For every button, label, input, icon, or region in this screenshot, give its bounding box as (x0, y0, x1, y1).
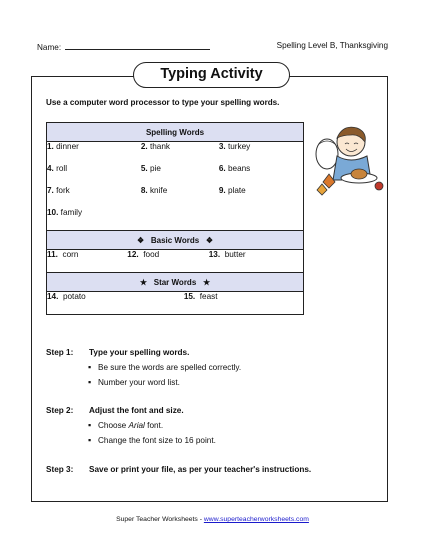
step-3 (46, 465, 311, 474)
basic-words-grid (47, 250, 303, 272)
bullet-item: ▪ Number your word list. (98, 378, 180, 387)
name-field (37, 41, 210, 52)
spelling-words-heading: Spelling Words (47, 123, 304, 142)
step-label: Step 3: (46, 465, 74, 474)
word-item: 14. potato (47, 292, 86, 301)
step-1 (46, 348, 189, 357)
basic-words-heading: Basic Words (150, 235, 200, 245)
step-label: Step 2: (46, 406, 74, 415)
star-words-grid (47, 292, 303, 314)
word-item: 12. food (127, 250, 160, 259)
star-icon: ★ (202, 277, 211, 287)
step-text: Adjust the font and size. (89, 406, 184, 415)
word-item: 13. butter (208, 250, 246, 259)
step-2 (46, 406, 184, 415)
star-icon: ★ (139, 277, 148, 287)
star-words-header (47, 273, 304, 292)
word-item: 11. corn (47, 250, 79, 259)
basic-words-row (47, 250, 304, 273)
star-words-heading: Star Words (153, 277, 197, 287)
word-item: 2. thank (140, 142, 170, 151)
thanksgiving-boy-illustration (313, 120, 385, 202)
word-item: 15. feast (183, 292, 218, 301)
step-text: Type your spelling words. (89, 348, 190, 357)
word-item: 8. knife (140, 186, 168, 195)
page-title: Typing Activity (133, 62, 290, 88)
word-item: 9. plate (218, 186, 246, 195)
bullet-item: ▪ Be sure the words are spelled correctly. (98, 363, 241, 372)
name-blank-line (65, 41, 210, 50)
name-label: Name: (37, 43, 62, 52)
word-item: 1. dinner (47, 142, 79, 151)
footer-text: Super Teacher Worksheets - (116, 516, 204, 523)
footer-link[interactable]: www.superteacherworksheets.com (203, 516, 309, 523)
word-item: 4. roll (47, 164, 68, 173)
word-item: 10. family (47, 208, 83, 217)
word-item: 3. turkey (218, 142, 251, 151)
bullet-item: ▪ Choose Arial font. (98, 421, 163, 430)
step-label: Step 1: (46, 348, 74, 357)
word-item: 6. beans (218, 164, 251, 173)
spelling-words-grid (47, 142, 303, 230)
spelling-words-header (47, 123, 304, 142)
basic-words-header (47, 231, 304, 250)
word-table (46, 122, 304, 315)
footer (0, 516, 425, 523)
word-item: 7. fork (47, 186, 70, 195)
diamond-icon: ❖ (205, 235, 213, 245)
word-item: 5. pie (140, 164, 161, 173)
bullet-item: ▪ Change the font size to 16 point. (98, 436, 216, 445)
spelling-level: Spelling Level B, Thanksgiving (276, 41, 388, 50)
diamond-icon: ❖ (137, 235, 145, 245)
step-text: Save or print your file, as per your teacher's instructions. (89, 465, 312, 474)
instruction-text: Use a computer word processor to type your spelling words. (46, 98, 280, 107)
star-words-row (47, 292, 304, 315)
spelling-words-row (47, 142, 304, 231)
